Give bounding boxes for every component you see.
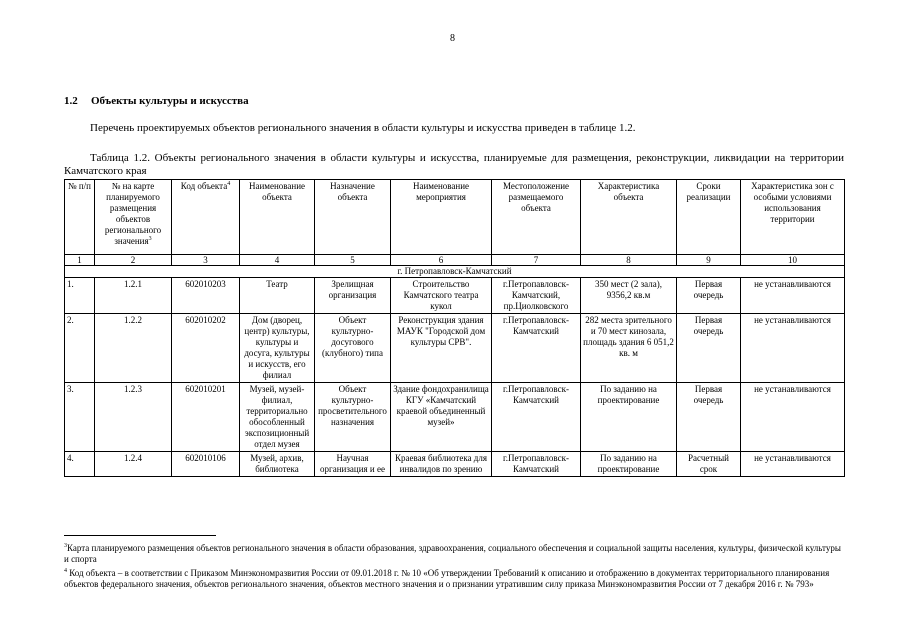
section-title: Объекты культуры и искусства	[91, 95, 249, 107]
section-heading	[64, 95, 249, 107]
implementation-terms: Расчетный срок	[677, 452, 741, 477]
object-name: Музей, архив, библиотека	[240, 452, 315, 477]
footnote-ref: 4	[227, 181, 231, 187]
row-number: 1.	[65, 278, 95, 314]
header-cell: Наименование мероприятия	[391, 180, 492, 255]
header-cell: № п/п	[65, 180, 95, 255]
intro-paragraph: Перечень проектируемых объектов регионального значения в области культуры и искусства приведен в таблице 1.2.	[90, 122, 636, 134]
implementation-terms: Первая очередь	[677, 383, 741, 452]
table-row	[65, 452, 845, 477]
table-header-row	[65, 180, 845, 255]
object-name: Дом (дворец, центр) культуры, культуры и досуга, культуры и искусств, его филиал	[240, 314, 315, 383]
implementation-terms: Первая очередь	[677, 314, 741, 383]
header-text: № на карте планируемого размещения объектов регионального значения	[104, 181, 162, 246]
column-number: 4	[240, 255, 315, 266]
column-number: 3	[172, 255, 240, 266]
object-code: 602010202	[172, 314, 240, 383]
measure-name: Здание фондохранилища КГУ «Камчатский краевой объединенный музей»	[391, 383, 492, 452]
object-code: 602010203	[172, 278, 240, 314]
special-zones: не устанавливаются	[741, 383, 845, 452]
object-location: г.Петропавловск-Камчатский	[492, 314, 581, 383]
column-number: 1	[65, 255, 95, 266]
measure-name: Строительство Камчатского театра кукол	[391, 278, 492, 314]
object-name: Музей, музей-филиал, территориально обособленный экспозиционный отдел музея	[240, 383, 315, 452]
column-number-row	[65, 255, 845, 266]
header-cell: Характеристика зон с особыми условиями использования территории	[741, 180, 845, 255]
object-characteristic: 350 мест (2 зала), 9356,2 кв.м	[581, 278, 677, 314]
header-text: Код объекта	[180, 181, 228, 191]
row-number: 3.	[65, 383, 95, 452]
row-number: 4.	[65, 452, 95, 477]
footnote-text: Карта планируемого размещения объектов регионального значения в области образования, здравоохранения, социального обеспечения и социальной защиты населения, культуры, физической культуры и спорта	[64, 543, 841, 564]
map-number: 1.2.1	[95, 278, 172, 314]
object-name: Театр	[240, 278, 315, 314]
table-row	[65, 383, 845, 452]
row-number: 2.	[65, 314, 95, 383]
header-cell	[172, 180, 240, 255]
map-number: 1.2.3	[95, 383, 172, 452]
object-purpose: Объект культурно-просветительного назначения	[315, 383, 391, 452]
footnote-divider	[64, 535, 216, 536]
footnote-mark: 4	[64, 568, 67, 574]
special-zones: не устанавливаются	[741, 314, 845, 383]
measure-name: Краевая библиотека для инвалидов по зрению	[391, 452, 492, 477]
footnote	[64, 568, 844, 590]
column-number: 7	[492, 255, 581, 266]
column-number: 10	[741, 255, 845, 266]
column-number: 9	[677, 255, 741, 266]
object-characteristic: 282 места зрительного и 70 мест кинозала, площадь здания 6 051,2 кв. м	[581, 314, 677, 383]
object-location: г.Петропавловск-Камчатский	[492, 383, 581, 452]
column-number: 2	[95, 255, 172, 266]
header-cell	[95, 180, 172, 255]
page-number: 8	[450, 33, 455, 44]
object-characteristic: По заданию на проектирование	[581, 452, 677, 477]
object-location: г.Петропавловск-Камчатский, пр.Циолковского	[492, 278, 581, 314]
column-number: 6	[391, 255, 492, 266]
special-zones: не устанавливаются	[741, 452, 845, 477]
object-characteristic: По заданию на проектирование	[581, 383, 677, 452]
group-label: г. Петропавловск-Камчатский	[65, 266, 845, 278]
table-row	[65, 314, 845, 383]
table-caption: Таблица 1.2. Объекты регионального значения в области культуры и искусства, планируемые для размещения, реконструкции, ликвидации на территории Камчатского края	[64, 152, 844, 177]
object-code: 602010106	[172, 452, 240, 477]
objects-table	[64, 179, 845, 477]
object-code: 602010201	[172, 383, 240, 452]
header-cell: Сроки реализации	[677, 180, 741, 255]
object-location: г.Петропавловск-Камчатский	[492, 452, 581, 477]
implementation-terms: Первая очередь	[677, 278, 741, 314]
object-purpose: Зрелищная организация	[315, 278, 391, 314]
object-purpose: Объект культурно-досугового (клубного) типа	[315, 314, 391, 383]
header-cell: Местоположение размещаемого объекта	[492, 180, 581, 255]
footnote	[64, 543, 844, 565]
map-number: 1.2.4	[95, 452, 172, 477]
header-cell: Наименование объекта	[240, 180, 315, 255]
header-cell: Назначение объекта	[315, 180, 391, 255]
footnotes	[64, 543, 844, 593]
footnote-ref: 3	[148, 236, 152, 242]
object-purpose: Научная организация и ее	[315, 452, 391, 477]
table-row	[65, 278, 845, 314]
group-row	[65, 266, 845, 278]
column-number: 5	[315, 255, 391, 266]
footnote-mark: 3	[64, 543, 67, 549]
column-number: 8	[581, 255, 677, 266]
special-zones: не устанавливаются	[741, 278, 845, 314]
header-cell: Характеристика объекта	[581, 180, 677, 255]
map-number: 1.2.2	[95, 314, 172, 383]
section-number: 1.2	[64, 95, 78, 107]
measure-name: Реконструкция здания МАУК "Городской дом культуры СРВ".	[391, 314, 492, 383]
footnote-text: Код объекта – в соответствии с Приказом Минэкономразвития России от 09.01.2018 г. № 10 «Об утверждении Требований к описанию и отображению в документах территориального планирования объектов федерального значения, объектов регионального значения, объектов местного значения и о признании утратившим силу приказа Минэкономразвития России от 7 декабря 2016 г. № 793»	[64, 568, 830, 589]
